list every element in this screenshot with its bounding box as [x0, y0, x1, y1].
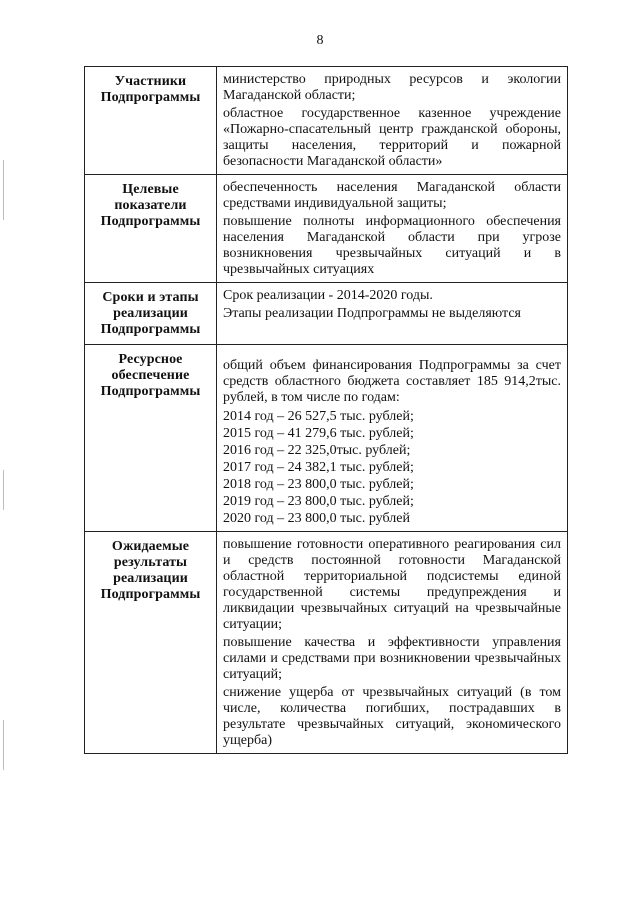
- year-amount-line: 2020 год – 23 800,0 тыс. рублей: [223, 511, 410, 526]
- row-label: Участники Подпрограммы: [85, 67, 217, 175]
- row-label: Ресурсное обеспечение Подпрограммы: [85, 345, 217, 532]
- year-amount-line: 2016 год – 22 325,0тыс. рублей;: [223, 443, 411, 458]
- paragraph: снижение ущерба от чрезвычайных ситуаций (в том числе, количества погибших, пострадавших в результате чрезвычайных ситуаций, экономического ущерба): [223, 685, 561, 748]
- row-label: Сроки и этапы реализации Подпрограммы: [85, 283, 217, 345]
- scan-edge-mark: [3, 720, 4, 770]
- paragraph: Этапы реализации Подпрограммы не выделяются: [223, 306, 521, 321]
- table-row-participants: [85, 67, 568, 175]
- paragraph: министерство природных ресурсов и экологии Магаданской области;: [223, 72, 561, 103]
- year-amount-line: 2014 год – 26 527,5 тыс. рублей;: [223, 409, 414, 424]
- row-value: [217, 345, 568, 532]
- paragraph: областное государственное казенное учреждение «Пожарно-спасательный центр гражданской обороны, защиты населения, территорий и пожарной безопасности Магаданской области»: [223, 106, 561, 169]
- table-row-terms: [85, 283, 568, 345]
- year-amount-line: 2019 год – 23 800,0 тыс. рублей;: [223, 494, 414, 509]
- year-amount-line: 2015 год – 41 279,6 тыс. рублей;: [223, 426, 414, 441]
- paragraph: Срок реализации - 2014-2020 годы.: [223, 288, 433, 303]
- scan-edge-mark: [3, 470, 4, 510]
- table-row-resources: [85, 345, 568, 532]
- year-amount-line: 2017 год – 24 382,1 тыс. рублей;: [223, 460, 414, 475]
- paragraph: общий объем финансирования Подпрограммы за счет средств областного бюджета составляет 185 914,2тыс. рублей, в том числе по годам:: [223, 358, 561, 405]
- paragraph: обеспеченность населения Магаданской области средствами индивидуальной защиты;: [223, 180, 561, 211]
- paragraph: повышение качества и эффективности управления силами и средствами при возникновении чрезвычайных ситуаций;: [223, 635, 561, 682]
- paragraph: повышение полноты информационного обеспечения населения Магаданской области при угрозе возникновения чрезвычайных ситуаций и в чрезвычайных ситуациях: [223, 214, 561, 277]
- year-amount-line: 2018 год – 23 800,0 тыс. рублей;: [223, 477, 414, 492]
- scan-edge-mark: [3, 160, 4, 220]
- subprogram-passport-table: [84, 66, 568, 754]
- table-row-expected-results: [85, 532, 568, 754]
- paragraph: повышение готовности оперативного реагирования сил и средств постоянной готовности Магаданской областной территориальной подсистемы единой государственной системы предупреждения и ликвидации чрезвычайных ситуаций на чрезвычайные ситуации;: [223, 537, 561, 632]
- row-label: Целевые показатели Подпрограммы: [85, 175, 217, 283]
- row-value: [217, 175, 568, 283]
- table-row-target-indicators: [85, 175, 568, 283]
- page-number: 8: [316, 33, 324, 48]
- row-value: [217, 283, 568, 345]
- row-label: Ожидаемые результаты реализации Подпрограммы: [85, 532, 217, 754]
- row-value: [217, 67, 568, 175]
- row-value: [217, 532, 568, 754]
